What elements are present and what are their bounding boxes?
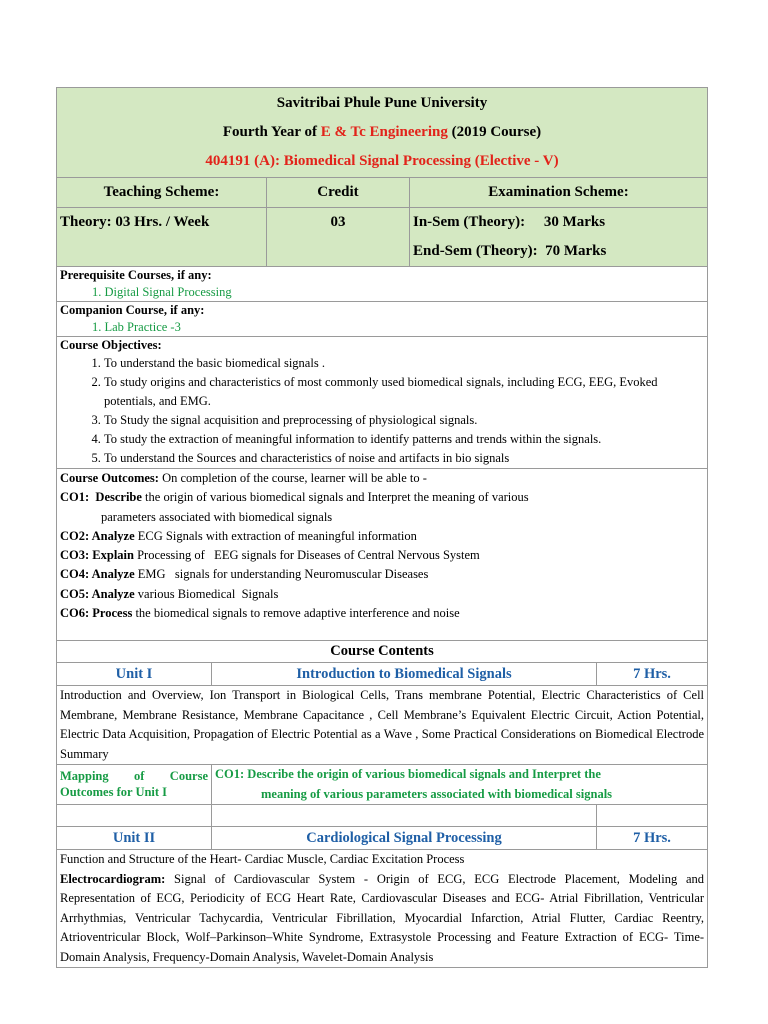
unit1-hours: 7 Hrs. [597,663,708,686]
co3-text: Processing of EEG signals for Diseases of Central Nervous System [133,548,480,563]
outcomes-intro: On completion of the course, learner will be able to - [158,471,427,485]
unit2-content-row [57,850,708,968]
objective-item: 5. To understand the Sources and characteristics of noise and artifacts in bio signals [104,449,704,468]
co2-text: ECG Signals with extraction of meaningful information [134,528,417,543]
syllabus-header-table [56,87,708,267]
objectives-list [60,354,704,468]
co4-text: EMG signals for understanding Neuromuscular Diseases [134,567,429,582]
unit2-ecg-paragraph [60,870,704,968]
branch-name: E & Tc Engineering [320,124,448,140]
co1-continuation: parameters associated with biomedical signals [101,509,333,524]
co1-text: the origin of various biomedical signals and Interpret the meaning of various [141,490,529,505]
objective-item: 2. To study origins and characteristics of most commonly used biomedical signals, including ECG, EEG, Evoked potentials, and EMG. [104,373,704,411]
objective-item: 3. To Study the signal acquisition and preprocessing of physiological signals. [104,411,704,430]
scheme-values-row [57,208,708,267]
co2-key: CO2: Analyze [60,528,135,543]
prerequisite-section [57,267,708,302]
co3-line [60,546,704,565]
unit2-hours: 7 Hrs. [597,827,708,850]
exam-marks [410,208,708,267]
unit2-name: Cardiological Signal Processing [212,827,597,850]
university-name: Savitribai Phule Pune University [276,95,488,111]
syllabus-sheet [56,87,707,968]
spacer-cell [597,805,708,827]
year-prefix: Fourth Year of [222,124,321,140]
objective-item: 1. To understand the basic biomedical signals . [104,354,704,373]
ecg-label: Electrocardiogram: [60,871,166,886]
course-contents-title: Course Contents [57,641,708,663]
unit1-mapping-line1: CO1: Describe the origin of various biomedical signals and Interpret the [215,767,601,782]
co6-line [60,604,704,623]
unit1-number: Unit I [57,663,212,686]
co2-line [60,527,704,546]
credit-label: Credit [267,178,410,208]
unit1-mapping-label: Mapping of Course Outcomes for Unit I [57,765,212,805]
objectives-section [57,337,708,469]
objectives-label: Course Objectives: [60,338,162,352]
exam-scheme-label: Examination Scheme: [410,178,708,208]
subject-title: 404191 (A): Biomedical Signal Processing (Elective - V) [205,153,559,169]
outcomes-row [57,469,708,641]
course-title-block [57,88,708,178]
unit2-header-row [57,827,708,850]
endsem-marks: End-Sem (Theory): 70 Marks [413,243,607,259]
course-contents-title-row [57,641,708,663]
co5-text: various Biomedical Signals [134,586,279,601]
unit1-mapping-row [57,765,708,805]
co6-key: CO6: Process [60,606,133,621]
title-row [57,88,708,178]
unit1-mapping-line2: meaning of various parameters associated with biomedical signals [261,786,613,801]
unit1-name: Introduction to Biomedical Signals [212,663,597,686]
theory-hours: Theory: 03 Hrs. / Week [57,208,267,267]
unit1-content-row [57,686,708,765]
scheme-header-row [57,178,708,208]
co1-line [60,488,704,507]
prerequisite-row [57,267,708,302]
companion-section [57,302,708,337]
co5-line [60,585,704,604]
prerequisite-label: Prerequisite Courses, if any: [60,268,212,282]
unit1-content: Introduction and Overview, Ion Transport in Biological Cells, Trans membrane Potential, Electric Characteristics of Cell Membrane, Membrane Resistance, Membrane Capacitance , Cell Membrane’s Equivalent Electric Circuit, Action Potential, Electric Data Acquisition, Propagation of Electric Potential as a Wave , Some Practical Considerations on Biomedical Electrode Summary [57,686,708,765]
companion-row [57,302,708,337]
co5-key: CO5: Analyze [60,586,135,601]
unit1-header-row [57,663,708,686]
companion-label: Companion Course, if any: [60,303,205,317]
objectives-row [57,337,708,469]
spacer-cell [212,805,597,827]
unit2-number: Unit II [57,827,212,850]
course-year: (2019 Course) [447,124,542,140]
unit1-mapping-outcomes [212,765,708,805]
syllabus-body-table [56,266,708,968]
year-branch-line [60,118,704,147]
spacer-row [57,805,708,827]
teaching-scheme-label: Teaching Scheme: [57,178,267,208]
co4-line [60,565,704,584]
credit-value: 03 [267,208,410,267]
spacer-cell [57,805,212,827]
outcomes-intro-line [60,469,704,488]
co3-key: CO3: Explain [60,548,134,563]
ecg-text: Signal of Cardiovascular System - Origin of ECG, ECG Electrode Placement, Modeling and Representation of ECG, Periodicity of ECG Heart Rate, Cardiovascular Diseases and ECG- Atrial Fibrillation, Ventricular Arrhythmias, Ventricular Tachycardia, Ventricular Fibrillation, Myocardial Infarction, Atrial Flutter, Cardiac Reentry, Atrioventricular Block, Wolf–Parkinson–White Syndrome, Extrasystole Processing and Feature Extraction of ECG- Time-Domain Analysis, Frequency-Domain Analysis, Wavelet-Domain Analysis [60,871,705,964]
outcomes-section [57,469,708,641]
objective-item: 4. To study the extraction of meaningful information to identify patterns and trends within the signals. [104,430,704,449]
co4-key: CO4: Analyze [60,567,135,582]
co6-text: the biomedical signals to remove adaptive interference and noise [132,606,460,621]
unit2-content [57,850,708,968]
insem-marks: In-Sem (Theory): 30 Marks [413,214,606,230]
co1-key: CO1: Describe [60,490,142,505]
unit2-line1: Function and Structure of the Heart- Cardiac Muscle, Cardiac Excitation Process [60,852,465,867]
companion-item: 1. Lab Practice -3 [92,320,181,334]
prerequisite-item: 1. Digital Signal Processing [92,285,232,299]
outcomes-label: Course Outcomes: [60,471,159,485]
